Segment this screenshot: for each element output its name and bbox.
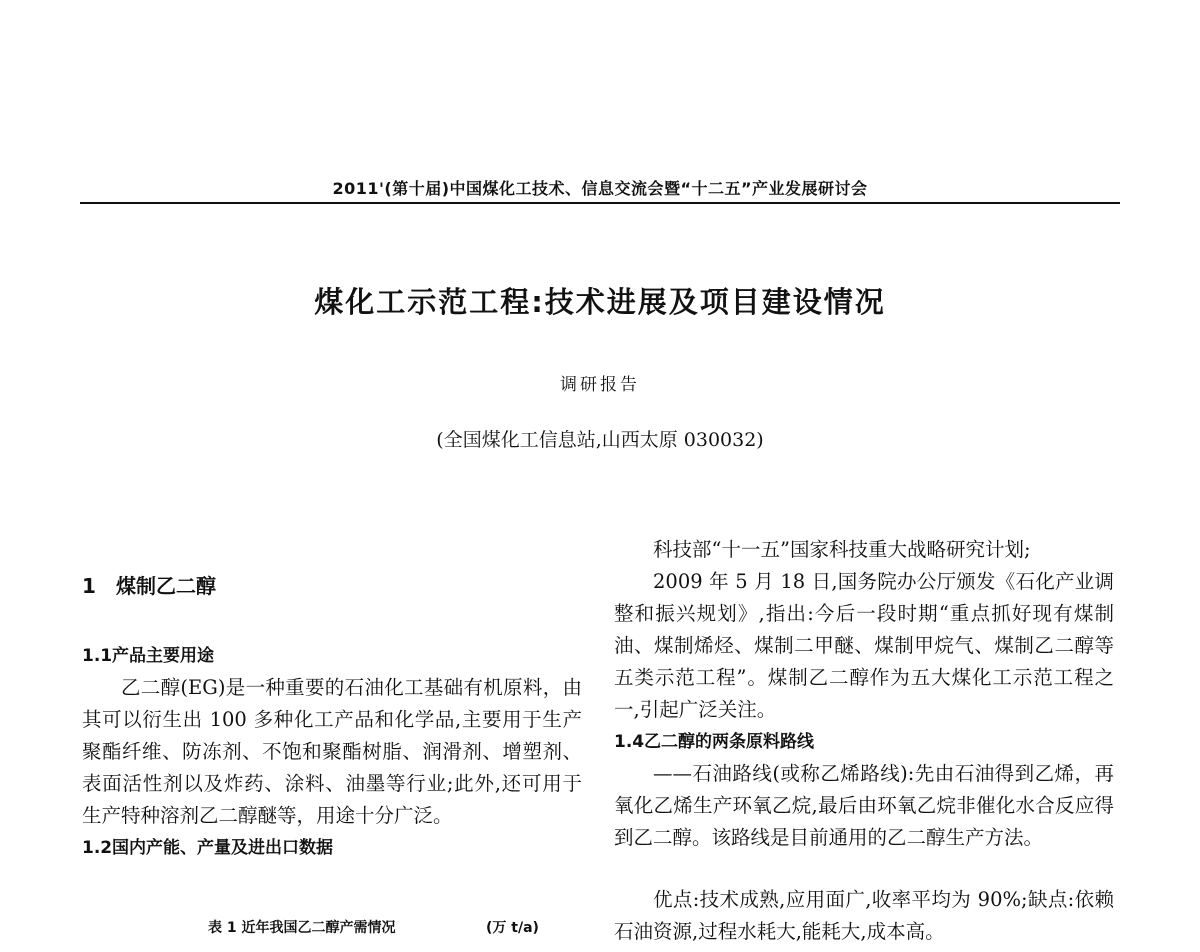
- paragraph: 优点:技术成熟,应用面广,收率平均为 90%;缺点:依赖石油资源,过程水耗大,能耗大,成本高。: [614, 888, 1114, 943]
- paragraph: 科技部“十一五”国家科技重大战略研究计划;: [653, 538, 1031, 561]
- section-title: 乙二醇的两条原料路线: [644, 732, 814, 752]
- section-heading-1-4: [614, 726, 1114, 758]
- spacer: [82, 604, 582, 640]
- table-caption-text: 表 1 近年我国乙二醇产需情况: [208, 920, 396, 936]
- running-header: 2011'(第十届)中国煤化工技术、信息交流会暨“十二五”产业发展研讨会: [332, 179, 868, 198]
- section-number: 1.2: [82, 838, 113, 858]
- section-title: 产品主要用途: [112, 646, 214, 666]
- section-heading-1: [82, 568, 582, 604]
- section-number: 1: [82, 574, 96, 598]
- section-title: 国内产能、产量及进出口数据: [112, 838, 333, 858]
- table-caption: [82, 916, 582, 940]
- paragraph: 乙二醇(EG)是一种重要的石油化工基础有机原料，由其可以衍生出 100 多种化工产品和化学品,主要用于生产聚酯纤维、防冻剂、不饱和聚酯树脂、润滑剂、增塑剂、表面活性剂以及炸药、涂料、油墨等行业;此外,还可用于生产特种溶剂乙二醇醚等，用途十分广泛。: [82, 676, 582, 827]
- article-author: 调研报告: [560, 375, 640, 395]
- article-affiliation: (全国煤化工信息站,山西太原 030032): [436, 429, 764, 451]
- paragraph: 2009 年 5 月 18 日,国务院办公厅颁发《石化产业调整和振兴规划》,指出:今后一段时期“重点抓好现有煤制油、煤制烯烃、煤制二甲醚、煤制甲烷气、煤制乙二醇等五类示范工程”。煤制乙二醇作为五大煤化工示范工程之一,引起广泛关注。: [614, 570, 1114, 721]
- spacer: [614, 854, 1114, 884]
- section-heading-1-1: [82, 640, 582, 672]
- header-rule: [80, 202, 1120, 204]
- section-title: 煤制乙二醇: [116, 574, 216, 598]
- article-title: 煤化工示范工程:技术进展及项目建设情况: [314, 285, 886, 319]
- table-caption-unit: (万 t/a): [486, 920, 539, 936]
- section-heading-1-2: [82, 832, 582, 864]
- section-number: 1.4: [614, 732, 645, 752]
- left-column: [82, 568, 582, 864]
- right-column: [614, 534, 1114, 948]
- section-number: 1.1: [82, 646, 113, 666]
- paragraph: ——石油路线(或称乙烯路线):先由石油得到乙烯，再氧化乙烯生产环氧乙烷,最后由环氧乙烷非催化水合反应得到乙二醇。该路线是目前通用的乙二醇生产方法。: [614, 762, 1114, 849]
